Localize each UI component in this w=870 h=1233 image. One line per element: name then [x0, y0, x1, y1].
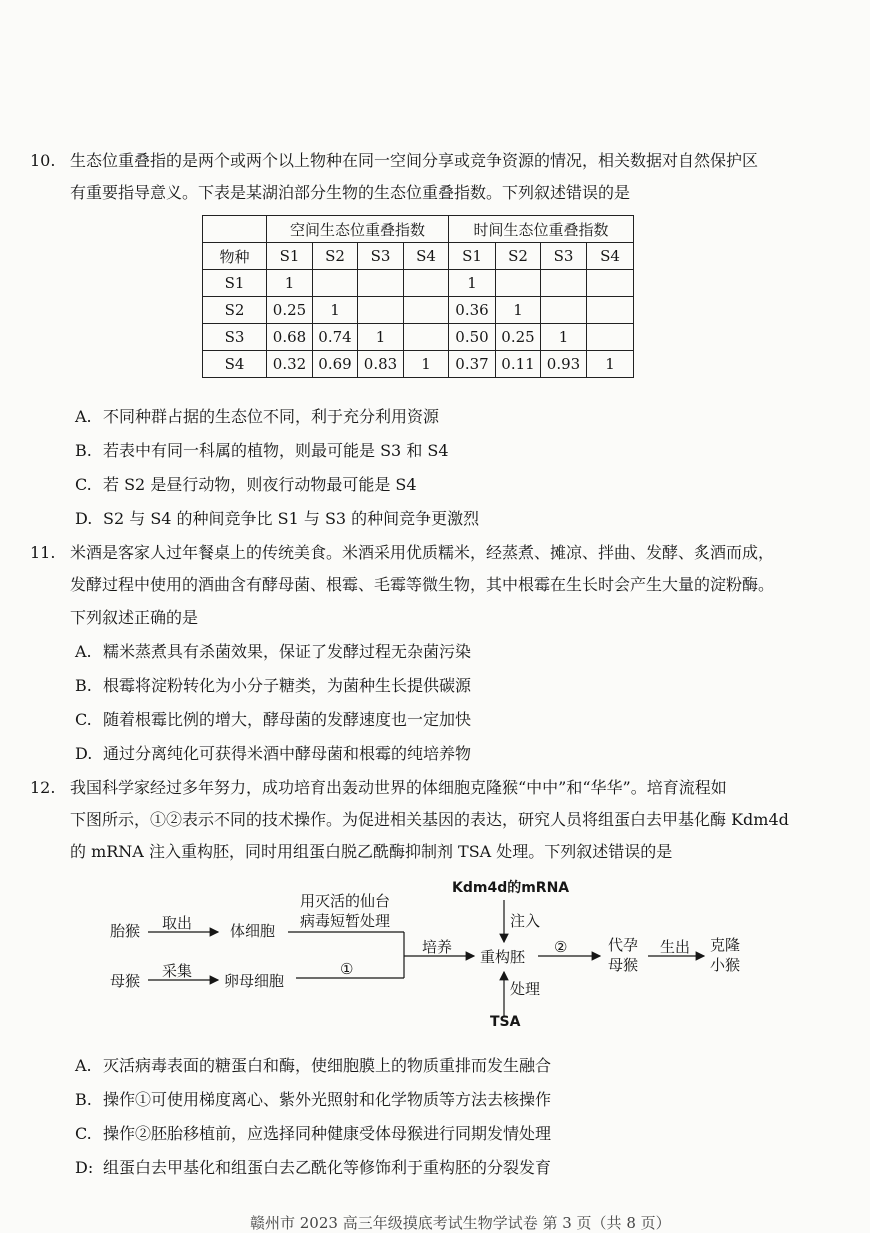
table-cell: 0.36 [449, 297, 496, 324]
clone-line1: 克隆 [710, 936, 741, 954]
q11-option-b[interactable] [75, 670, 471, 702]
table-cell: 1 [313, 297, 358, 324]
space-overlap-header: 空间生态位重叠指数 [267, 216, 449, 243]
table-cell: 1 [358, 324, 404, 351]
option-text: 若 S2 是昼行动物，则夜行动物最可能是 S4 [103, 475, 417, 494]
table-cell [541, 297, 587, 324]
table-cell: 0.50 [449, 324, 496, 351]
column-header: S4 [404, 243, 449, 270]
inject-label: 注入 [510, 912, 541, 930]
table-cell: 0.25 [267, 297, 313, 324]
q11-option-c[interactable] [75, 704, 471, 736]
kdm4d-mrna-label: Kdm4d的mRNA [452, 880, 570, 896]
tsa-label: TSA [490, 1014, 521, 1030]
table-cell: 1 [587, 351, 634, 378]
somatic-cell-label: 体细胞 [230, 922, 276, 940]
mother-monkey-label: 母猴 [110, 972, 141, 990]
species-cell: S4 [203, 351, 267, 378]
table-cell: 0.83 [358, 351, 404, 378]
option-text: 通过分离纯化可获得米酒中酵母菌和根霉的纯培养物 [103, 744, 472, 763]
step-1-label: ① [340, 960, 354, 978]
reconstructed-embryo-label: 重构胚 [480, 948, 526, 966]
table-cell [404, 270, 449, 297]
option-text: S2 与 S4 的种间竞争比 S1 与 S3 的种间竞争更激烈 [103, 509, 480, 528]
question-12-stem-line2: 下图所示，①②表示不同的技术操作。为促进相关基因的表达，研究人员将组蛋白去甲基化酶 Kdm4d [70, 810, 789, 829]
clone-monkey-flow-diagram [100, 870, 780, 1040]
option-text: 糯米蒸煮具有杀菌效果，保证了发酵过程无杂菌污染 [103, 642, 472, 661]
culture-label: 培养 [422, 938, 453, 956]
question-number: 12. [30, 778, 56, 797]
column-header: S2 [313, 243, 358, 270]
species-cell: S3 [203, 324, 267, 351]
option-text: 操作①可使用梯度离心、紫外光照射和化学物质等方法去核操作 [103, 1090, 552, 1109]
q10-option-b[interactable] [75, 435, 449, 467]
column-header: S2 [496, 243, 541, 270]
q12-option-b[interactable] [75, 1084, 551, 1116]
option-text: 不同种群占据的生态位不同，利于充分利用资源 [103, 407, 440, 426]
column-header: S1 [267, 243, 313, 270]
table-row [203, 297, 634, 324]
table-cell [358, 297, 404, 324]
page-footer: 赣州市 2023 高三年级摸底考试生物学试卷 第 3 页（共 8 页） [250, 1214, 671, 1232]
surrogate-line1: 代孕 [608, 936, 639, 954]
table-cell: 0.25 [496, 324, 541, 351]
option-label: B. [75, 1090, 92, 1109]
option-text: 随着根霉比例的增大，酵母菌的发酵速度也一定加快 [103, 710, 472, 729]
table-cell: 1 [404, 351, 449, 378]
table-cell [587, 270, 634, 297]
table-corner-cell [203, 216, 267, 243]
oocyte-label: 卵母细胞 [224, 972, 285, 990]
treat-label: 处理 [510, 980, 541, 998]
option-label: D. [75, 509, 93, 528]
q10-option-a[interactable] [75, 401, 439, 433]
virus-treat-line1: 用灭活的仙台 [300, 892, 391, 910]
table-cell [541, 270, 587, 297]
question-11-stem-line1: 11. 米酒是客家人过年餐桌上的传统美食。米酒采用优质糯米，经蒸煮、摊凉、拌曲、发酵、炙酒而成， [30, 537, 774, 569]
option-text: 灭活病毒表面的糖蛋白和酶，使细胞膜上的物质重排而发生融合 [103, 1056, 552, 1075]
table-cell [404, 297, 449, 324]
species-cell: S1 [203, 270, 267, 297]
table-cell: 0.32 [267, 351, 313, 378]
table-cell: 0.93 [541, 351, 587, 378]
question-12-stem-line1: 12. 我国科学家经过多年努力，成功培育出轰动世界的体细胞克隆猴“中中”和“华华”。培育流程如 [30, 772, 727, 804]
option-label: A. [75, 1056, 92, 1075]
question-12-stem-line3: 的 mRNA 注入重构胚，同时用组蛋白脱乙酰酶抑制剂 TSA 处理。下列叙述错误的是 [70, 842, 673, 861]
overlap-index-table [202, 215, 634, 378]
table-cell [587, 324, 634, 351]
birth-label: 生出 [660, 938, 691, 956]
step-2-label: ② [554, 938, 568, 956]
column-header: S1 [449, 243, 496, 270]
table-cell: 1 [267, 270, 313, 297]
table-column-header-row [203, 243, 634, 270]
option-text: 组蛋白去甲基化和组蛋白去乙酰化等修饰利于重构胚的分裂发育 [103, 1158, 552, 1177]
take-out-label: 取出 [162, 914, 193, 932]
q12-option-d[interactable] [75, 1152, 551, 1184]
fetal-monkey-label: 胎猴 [110, 922, 141, 940]
species-header: 物种 [203, 243, 267, 270]
table-cell: 0.68 [267, 324, 313, 351]
q12-option-a[interactable] [75, 1050, 551, 1082]
q11-option-a[interactable] [75, 636, 471, 668]
table-cell: 0.37 [449, 351, 496, 378]
table-cell: 1 [449, 270, 496, 297]
option-label: A. [75, 407, 92, 426]
question-10-stem-line2: 有重要指导意义。下表是某湖泊部分生物的生态位重叠指数。下列叙述错误的是 [70, 183, 631, 202]
column-header: S3 [358, 243, 404, 270]
option-label: B. [75, 676, 92, 695]
table-cell [358, 270, 404, 297]
column-header: S4 [587, 243, 634, 270]
option-text: 若表中有同一科属的植物，则最可能是 S3 和 S4 [103, 441, 449, 460]
option-label: A. [75, 642, 92, 661]
question-11-stem-line2: 发酵过程中使用的酒曲含有酵母菌、根霉、毛霉等微生物，其中根霉在生长时会产生大量的淀粉酶。 [70, 575, 775, 594]
option-label: C. [75, 1124, 92, 1143]
question-10-stem-line1: 10. 生态位重叠指的是两个或两个以上物种在同一空间分享或竞争资源的情况，相关数据对自然保护区 [30, 145, 758, 177]
table-cell: 1 [541, 324, 587, 351]
table-group-header-row [203, 216, 634, 243]
table-cell [313, 270, 358, 297]
q10-option-c[interactable] [75, 469, 417, 501]
option-text: 操作②胚胎移植前，应选择同种健康受体母猴进行同期发情处理 [103, 1124, 552, 1143]
table-cell: 0.74 [313, 324, 358, 351]
clone-line2: 小猴 [710, 956, 741, 974]
option-label: C. [75, 710, 92, 729]
option-label: C. [75, 475, 92, 494]
table-cell [496, 270, 541, 297]
time-overlap-header: 时间生态位重叠指数 [449, 216, 634, 243]
table-cell: 0.11 [496, 351, 541, 378]
collect-label: 采集 [162, 962, 193, 980]
question-number: 11. [30, 543, 56, 562]
option-label: D. [75, 744, 93, 763]
table-row [203, 351, 634, 378]
q12-option-c[interactable] [75, 1118, 551, 1150]
q10-option-d[interactable] [75, 503, 479, 535]
option-text: 根霉将淀粉转化为小分子糖类，为菌种生长提供碳源 [103, 676, 472, 695]
table-row [203, 270, 634, 297]
q11-option-d[interactable] [75, 738, 471, 770]
table-row [203, 324, 634, 351]
species-cell: S2 [203, 297, 267, 324]
virus-treat-line2: 病毒短暂处理 [300, 912, 391, 930]
question-number: 10. [30, 151, 56, 170]
table-cell: 0.69 [313, 351, 358, 378]
option-label: B. [75, 441, 92, 460]
question-11-stem-line3: 下列叙述正确的是 [70, 608, 199, 627]
table-cell [587, 297, 634, 324]
table-cell [404, 324, 449, 351]
table-cell: 1 [496, 297, 541, 324]
option-label: D: [75, 1158, 94, 1177]
surrogate-line2: 母猴 [608, 956, 639, 974]
column-header: S3 [541, 243, 587, 270]
